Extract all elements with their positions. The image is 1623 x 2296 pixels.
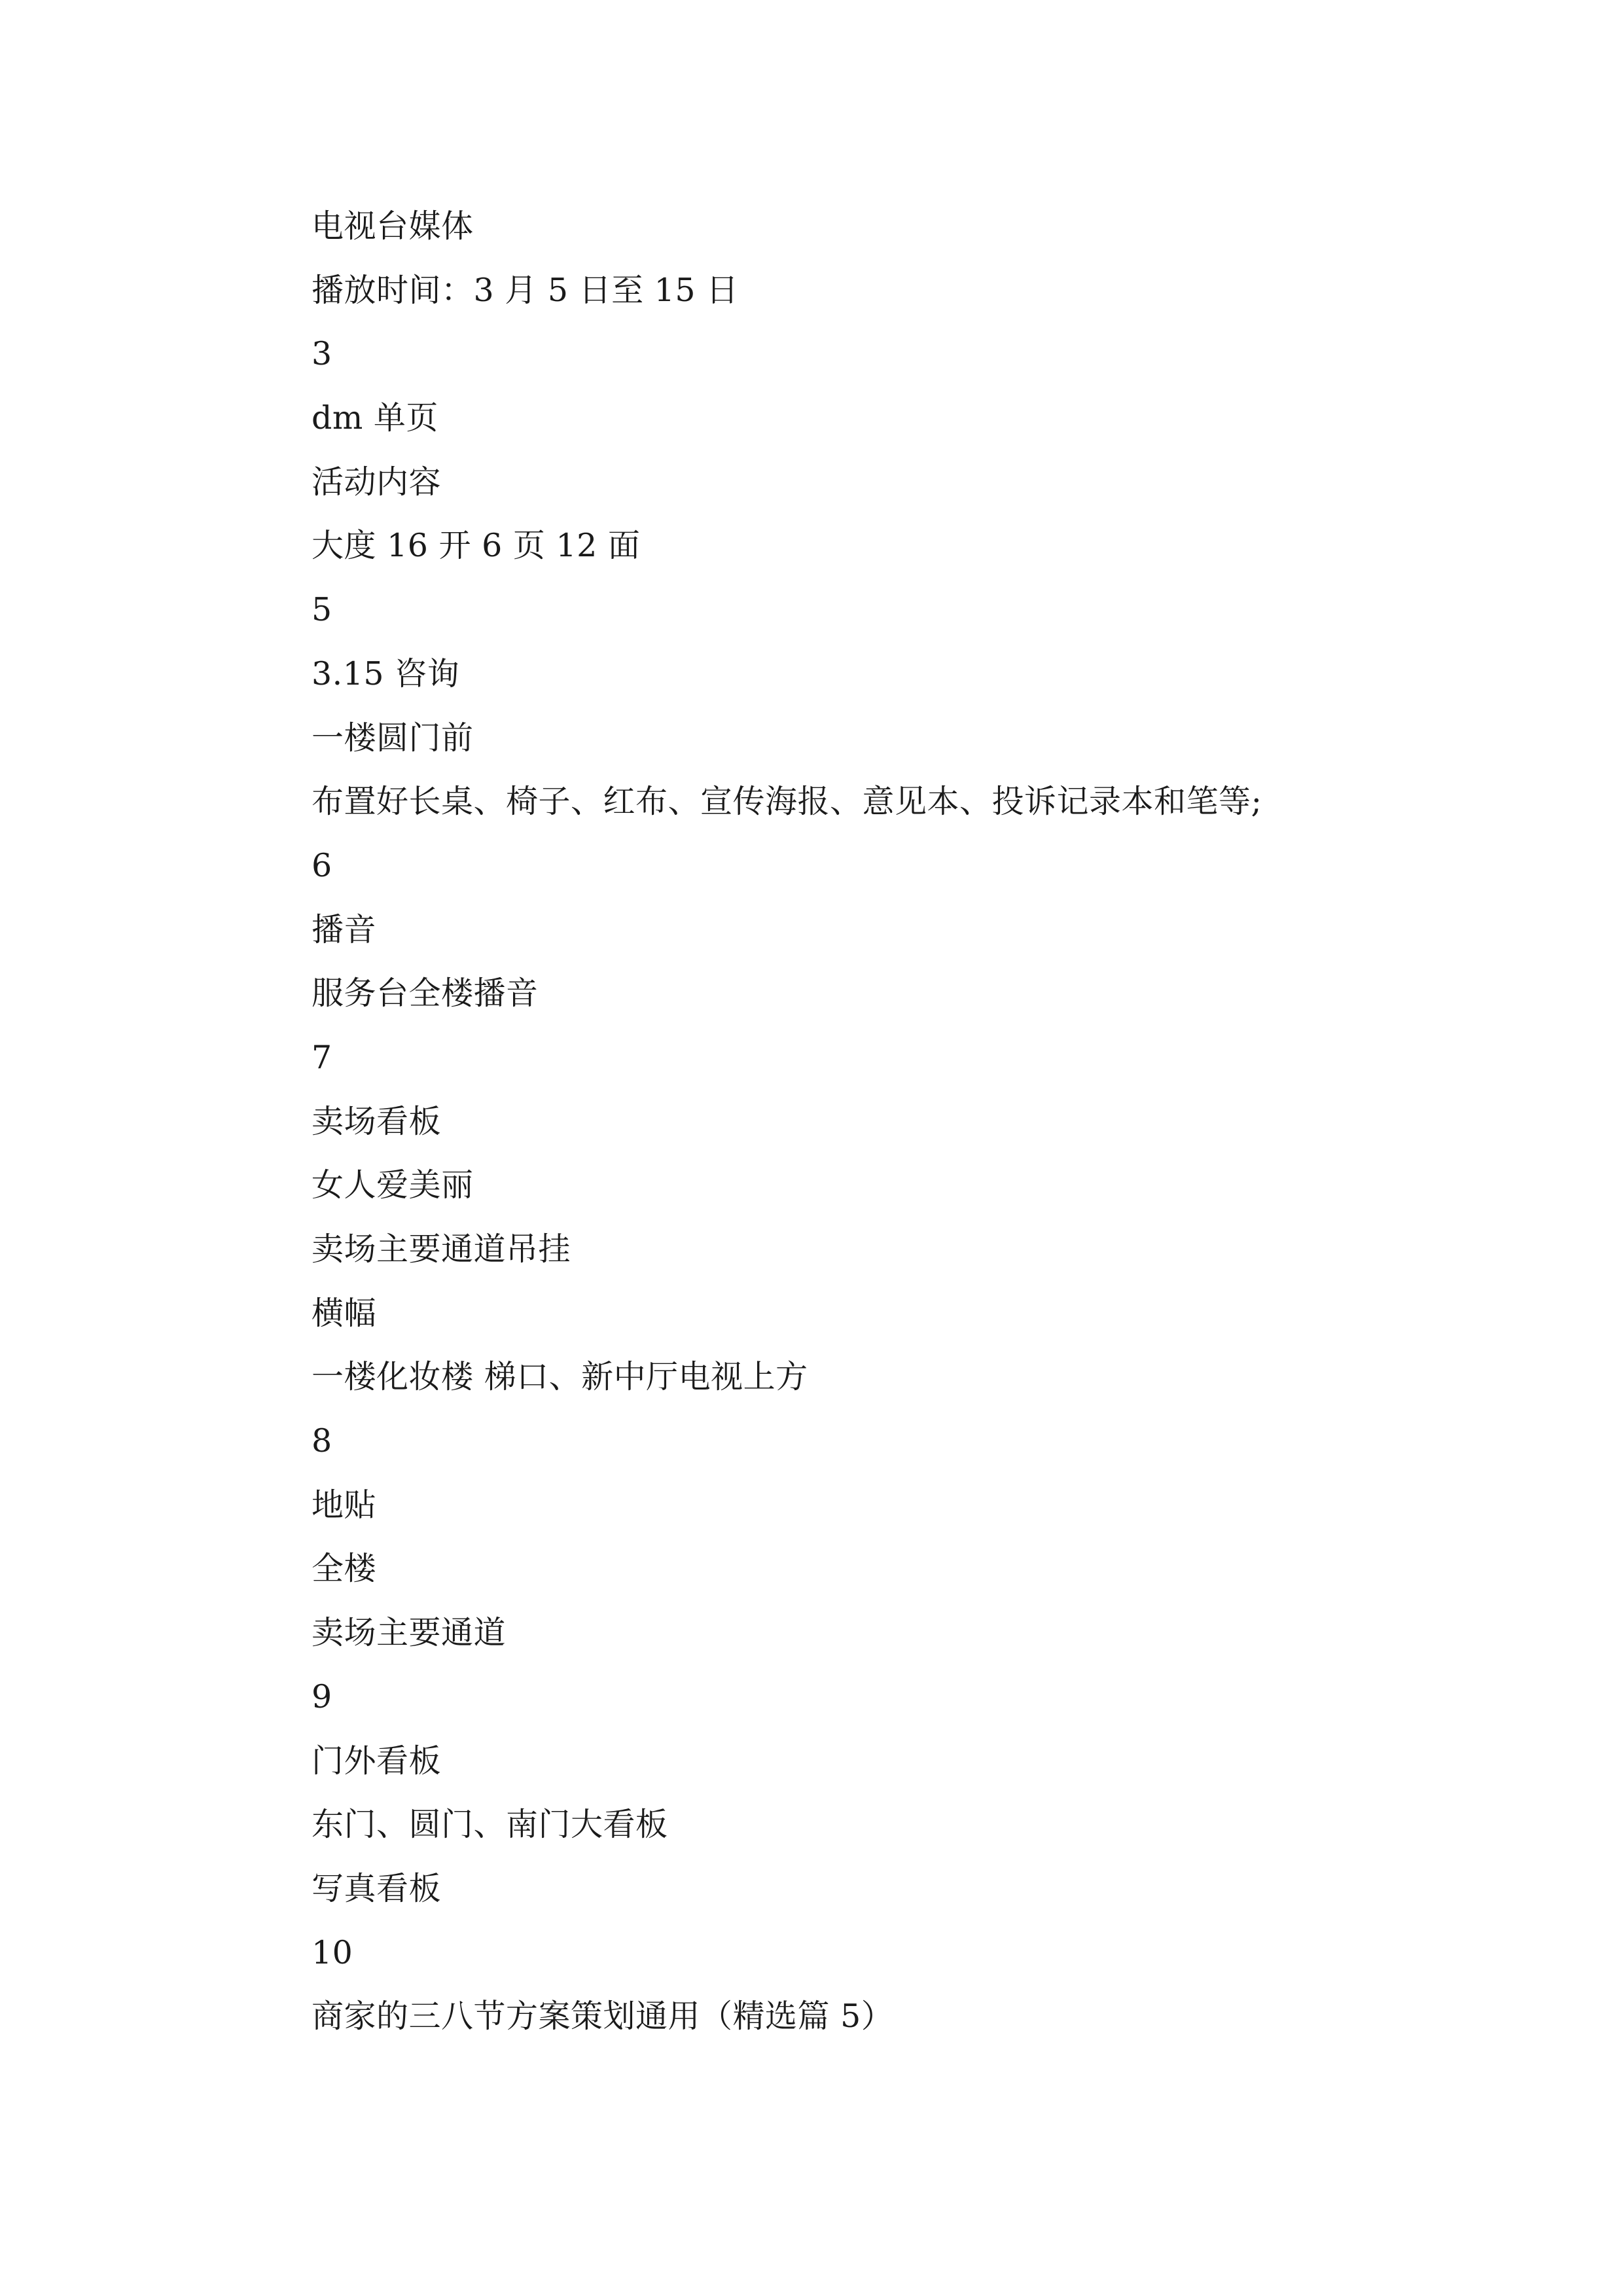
text-line: dm 单页: [312, 399, 438, 437]
text-line: 10: [312, 1933, 353, 1971]
text-line: 布置好长桌、椅子、红布、宣传海报、意见本、投诉记录本和笔等;: [312, 783, 1262, 821]
text-line: 播音: [312, 910, 377, 948]
text-line: 播放时间：3 月 5 日至 15 日: [312, 271, 739, 309]
text-line: 5: [312, 591, 332, 629]
text-line: 地贴: [312, 1486, 377, 1524]
text-line: 大度 16 开 6 页 12 面: [312, 527, 641, 565]
text-line: 商家的三八节方案策划通用（精选篇 5）: [312, 1998, 894, 2036]
text-line: 8: [312, 1422, 332, 1460]
text-line: 3.15 咨询: [312, 655, 460, 692]
document-body: [312, 194, 1359, 2049]
text-line: 门外看板: [312, 1742, 442, 1780]
text-line: 全楼: [312, 1550, 377, 1588]
text-line: 卖场看板: [312, 1102, 442, 1140]
text-line: 一楼化妆楼 梯口、新中厅电视上方: [312, 1358, 808, 1396]
text-line: 活动内容: [312, 463, 442, 501]
text-line: 卖场主要通道: [312, 1614, 507, 1652]
text-line: 3: [312, 335, 332, 373]
text-line: 一楼圆门前: [312, 719, 474, 757]
text-line: 电视台媒体: [312, 207, 474, 245]
text-line: 横幅: [312, 1294, 377, 1332]
text-line: 东门、圆门、南门大看板: [312, 1806, 668, 1844]
text-line: 6: [312, 846, 332, 884]
text-line: 女人爱美丽: [312, 1166, 474, 1204]
text-line: 服务台全楼播音: [312, 975, 539, 1013]
text-line: 9: [312, 1677, 332, 1715]
text-line: 7: [312, 1038, 332, 1076]
text-line: 卖场主要通道吊挂: [312, 1230, 571, 1268]
text-line: 写真看板: [312, 1869, 442, 1907]
